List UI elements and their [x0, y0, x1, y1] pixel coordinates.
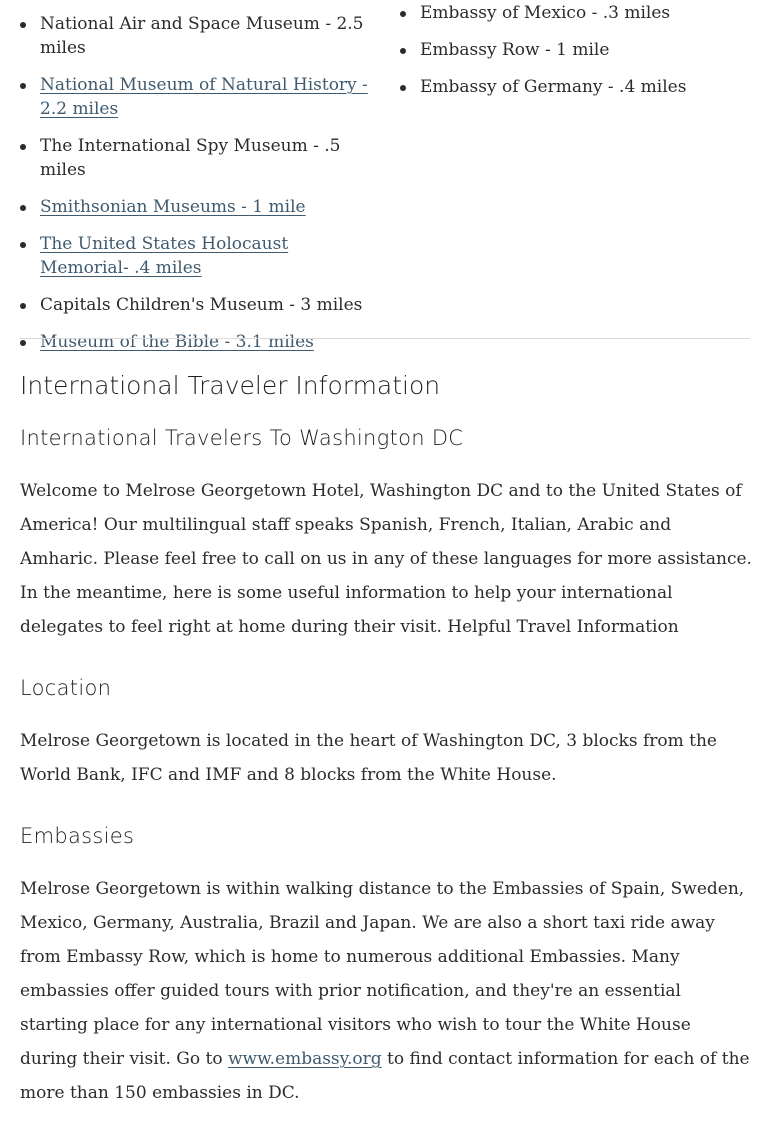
embassy-org-link[interactable]: www.embassy.org [227, 1049, 382, 1069]
attraction-link[interactable]: Museum of the Bible - 3.1 miles [40, 332, 314, 352]
list-item [400, 75, 750, 99]
attractions-right-column [400, 1, 750, 112]
location-heading: Location [20, 676, 112, 700]
attraction-label: The International Spy Museum - .5 miles [40, 136, 341, 180]
attraction-label: National Air and Space Museum - 2.5 miles [40, 14, 364, 58]
list-item [20, 134, 370, 182]
embassies-heading: Embassies [20, 824, 135, 848]
embassies-text-after: to find contact information for each of the more than 150 embassies in DC. [20, 1049, 750, 1103]
international-info [20, 366, 752, 1138]
list-item[interactable] [20, 330, 370, 354]
embassies-list [400, 1, 750, 99]
attraction-link[interactable]: Smithsonian Museums - 1 mile [40, 197, 306, 217]
list-item [400, 1, 750, 25]
list-item [20, 293, 370, 317]
list-item[interactable] [20, 73, 370, 121]
list-item[interactable] [20, 195, 370, 219]
attraction-label: Embassy Row - 1 mile [420, 40, 610, 60]
list-item[interactable] [20, 232, 370, 280]
location-paragraph: Melrose Georgetown is located in the heart of Washington DC, 3 blocks from the World Bank, IFC and IMF and 8 blocks from the White House. [20, 731, 717, 785]
section-divider [20, 338, 750, 339]
section-title: International Traveler Information [20, 371, 441, 400]
attraction-label: Capitals Children's Museum - 3 miles [40, 295, 363, 315]
attraction-label: Embassy of Mexico - .3 miles [420, 3, 671, 23]
list-item [20, 12, 370, 60]
embassies-text-before: Melrose Georgetown is within walking distance to the Embassies of Spain, Sweden, Mexico, Germany, Australia, Brazil and Japan. We are also a short taxi ride away from Embassy Row, which is home to numerous additional Embassies. Many embassies offer guided tours with prior notification, and they're an essential starting place for any international visitors who wish to tour the White House during their visit. Go to [20, 879, 745, 1069]
intro-paragraph: Welcome to Melrose Georgetown Hotel, Washington DC and to the United States of America! Our multilingual staff speaks Spanish, French, Italian, Arabic and Amharic. Please feel free to call on us in any of these languages for more assistance. In the meantime, here is some useful information to help your international delegates to feel right at home during their visit. Helpful Travel Information [20, 481, 752, 637]
attraction-link[interactable]: National Museum of Natural History - 2.2 miles [40, 75, 368, 119]
attraction-link[interactable]: The United States Holocaust Memorial- .4 miles [40, 234, 289, 278]
museums-list [20, 12, 370, 354]
list-item [400, 38, 750, 62]
attraction-label: Embassy of Germany - .4 miles [420, 77, 687, 97]
embassies-paragraph [20, 872, 752, 1110]
attractions-lists [0, 0, 770, 352]
subtitle-international-travelers: International Travelers To Washington DC [20, 426, 464, 450]
attractions-left-column [20, 12, 370, 367]
